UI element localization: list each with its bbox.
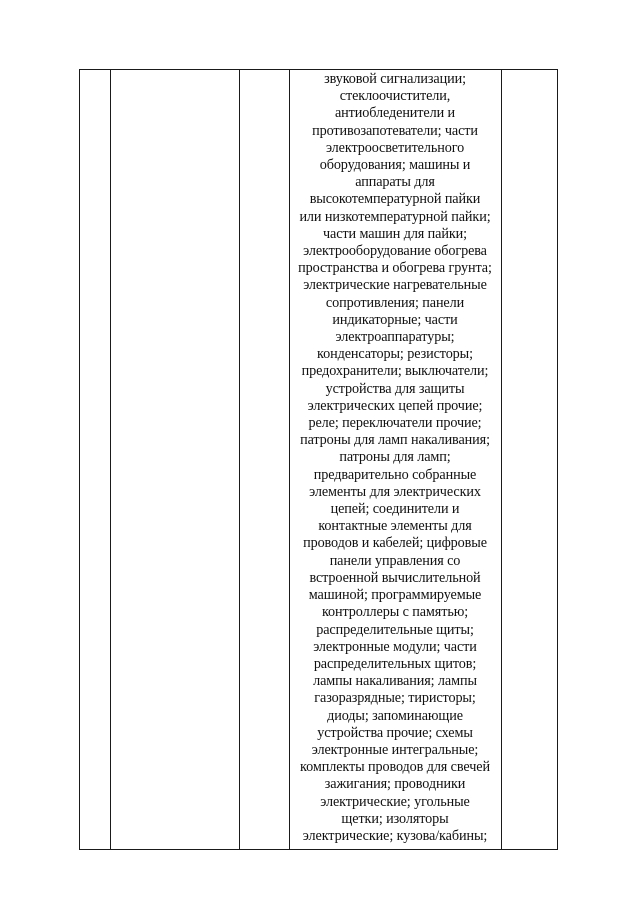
cell-text-line: электроаппаратуры; [335, 329, 455, 346]
cell-text-line: патроны для ламп накаливания; [300, 432, 490, 449]
cell-text-line: встроенной вычислительной [309, 569, 481, 586]
cell-text-line: газоразрядные; тиристоры; [314, 690, 476, 707]
cell-text-line: устройства для защиты [325, 380, 465, 397]
cell-text-line: электрические; кузова/кабины; [302, 827, 488, 844]
cell-text-line: звуковой сигнализации; [324, 71, 466, 87]
cell-text-line: устройства прочие; схемы [317, 724, 473, 741]
cell-text-line: электронные модули; части [313, 638, 477, 655]
cell-text-line: высокотемпературной пайки [309, 191, 481, 208]
cell-text-line: распределительных щитов; [313, 655, 477, 672]
cell-text-line: электрооборудование обогрева [303, 243, 487, 260]
cell-text-line: противозапотеватели; части [312, 122, 478, 139]
table [79, 69, 558, 850]
column-divider [239, 70, 240, 849]
cell-text-line: электрические нагревательные [303, 277, 487, 294]
cell-text-line: или низкотемпературной пайки; [299, 208, 491, 225]
cell-text-line: зажигания; проводники [324, 776, 466, 793]
column-divider [110, 70, 111, 849]
cell-text-line: цепей; соединители и [330, 501, 460, 518]
cell-text-line: индикаторные; части [332, 311, 458, 328]
cell-text-line: конденсаторы; резисторы; [317, 346, 473, 363]
cell-text-line: предохранители; выключатели; [301, 363, 489, 380]
cell-text-line: распределительные щиты; [316, 621, 474, 638]
column-divider [501, 70, 502, 849]
product-list-cell [289, 70, 501, 849]
cell-text-line: машиной; программируемые [308, 587, 482, 604]
cell-text-line: патроны для ламп; [339, 449, 451, 466]
cell-text-line: аппараты для [355, 174, 435, 191]
cell-text-line: диоды; запоминающие [327, 707, 463, 724]
cell-text-line: части машин для пайки; [323, 225, 467, 242]
cell-text-line: реле; переключатели прочие; [308, 415, 482, 432]
cell-text-line: панели управления со [329, 552, 461, 569]
cell-text-line: оборудования; машины и [319, 157, 471, 174]
cell-text-line: проводов и кабелей; цифровые [303, 535, 487, 552]
cell-text-line: контроллеры с памятью; [321, 604, 469, 621]
cell-text-line: сопротивления; панели [325, 294, 465, 311]
cell-text-line: контактные элементы для [318, 518, 472, 535]
cell-text-line: элементы для электрических [309, 483, 481, 500]
cell-text-line: электрические; угольные [320, 793, 470, 810]
cell-text-line: лампы накаливания; лампы [313, 673, 477, 690]
cell-text-line: антиобледенители и [334, 105, 456, 122]
cell-text-line: пространства и обогрева грунта; [298, 260, 492, 277]
cell-text-line: щетки; изоляторы [341, 810, 449, 827]
cell-text-line: стеклоочистители, [339, 88, 451, 105]
cell-text-line: электронные интегральные; [311, 741, 479, 758]
cell-text-line: предварительно собранные [313, 466, 477, 483]
cell-text-line: электроосветительного [325, 139, 465, 156]
cell-text-line: комплекты проводов для свечей [300, 759, 490, 776]
cell-text-line: электрических цепей прочие; [307, 397, 483, 414]
cell-text-lines [289, 70, 501, 845]
